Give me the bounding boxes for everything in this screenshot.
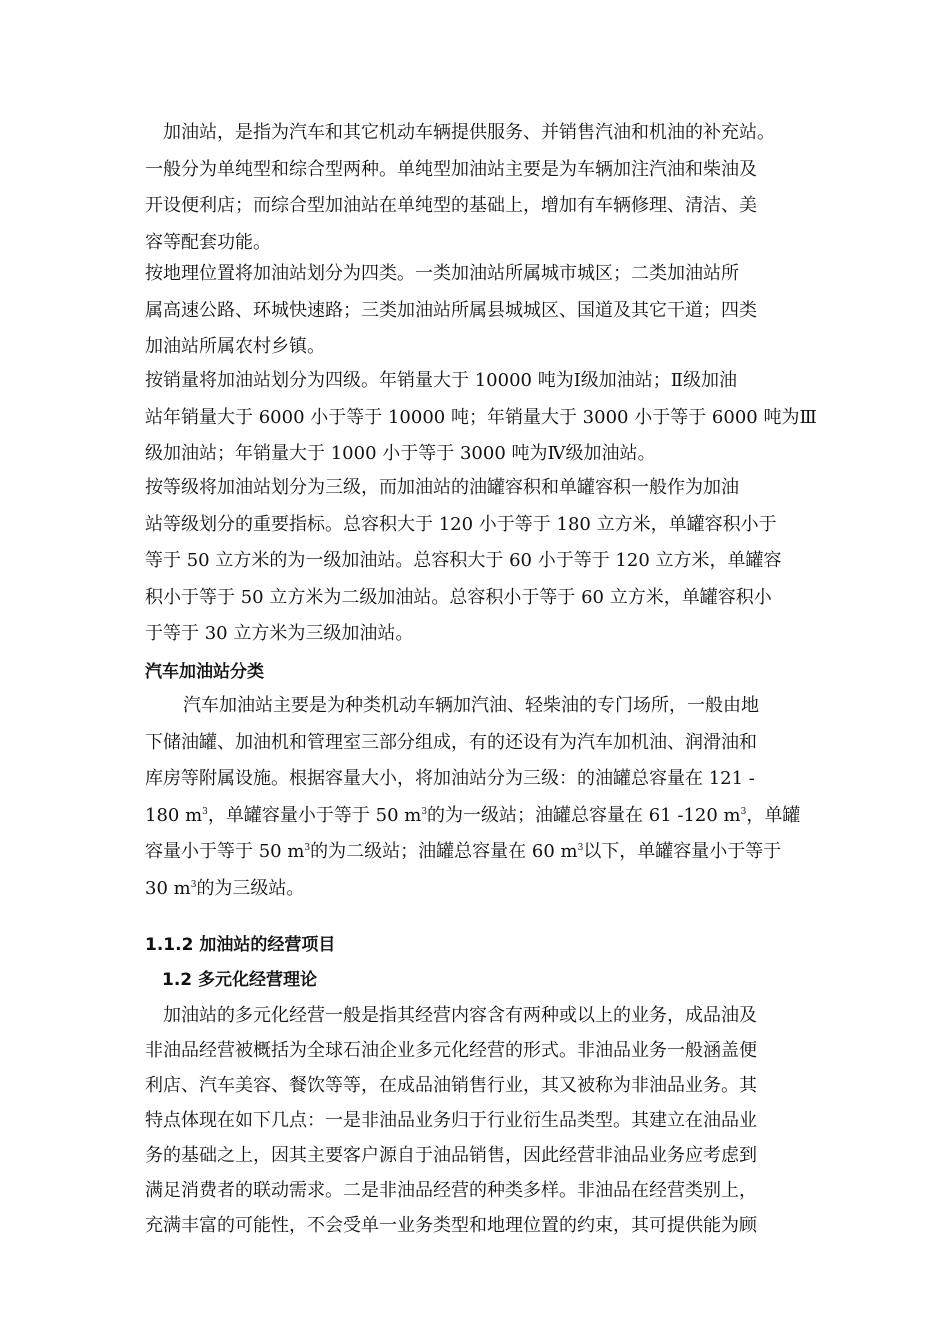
text-run: 的为三级站。	[196, 877, 305, 899]
paragraph-classification	[145, 688, 815, 907]
text-line: 按等级将加油站划分为三级，而加油站的油罐容积和单罐容积一般作为加油	[145, 477, 739, 498]
superscript: 3	[577, 843, 584, 853]
text-line: 非油品经营被概括为全球石油企业多元化经营的形式。非油品业务一般涵盖便	[145, 1040, 757, 1061]
text-run: 容量小于等于 50 m	[145, 841, 305, 862]
text-line: 开设便利店；而综合型加油站在单纯型的基础上，增加有车辆修理、清洁、美	[145, 195, 757, 216]
text-line: 于等于 30 立方米为三级加油站。	[145, 623, 414, 644]
text-line: 加油站的多元化经营一般是指其经营内容含有两种或以上的业务，成品油及	[163, 1005, 757, 1026]
heading-section: 1.1.2 加油站的经营项目	[145, 935, 336, 955]
text-run: ，单罐容量小于等于 50 m	[207, 804, 422, 826]
text-line: 按销量将加油站划分为四级。年销量大于 10000 吨为Ⅰ级加油站；Ⅱ级加油	[145, 370, 738, 391]
text-run: 的为二级站；油罐总容量在 60 m	[310, 841, 578, 862]
text-line: 级加油站；年销量大于 1000 小于等于 3000 吨为Ⅳ级加油站。	[145, 443, 656, 464]
superscript: 3	[190, 879, 197, 890]
text-run: ，单罐	[746, 804, 801, 826]
text-line: 容等配套功能。	[145, 231, 271, 253]
text-line: 充满丰富的可能性，不会受单一业务类型和地理位置的约束，其可提供能为顾	[145, 1215, 757, 1236]
text-line: 特点体现在如下几点：一是非油品业务归于行业衍生品类型。其建立在油品业	[145, 1110, 757, 1131]
text-run: 以下，单罐容量小于等于	[583, 841, 782, 862]
text-line: 下储油罐、加油机和管理室三部分组成，有的还设有为汽车加机油、润滑油和	[145, 731, 757, 753]
text-line: 积小于等于 50 立方米为二级加油站。总容积小于等于 60 立方米，单罐容积小	[145, 586, 772, 608]
text-line: 满足消费者的联动需求。二是非油品经营的种类多样。非油品在经营类别上，	[145, 1180, 757, 1201]
text-line	[145, 871, 815, 908]
text-line: 汽车加油站主要是为种类机动车辆加汽油、轻柴油的专门场所，一般由地	[183, 695, 759, 716]
text-line: 加油站，是指为汽车和其它机动车辆提供服务、并销售汽油和机油的补充站。	[145, 122, 775, 143]
text-line	[145, 798, 815, 835]
text-line: 站等级划分的重要指标。总容积大于 120 小于等于 180 立方米，单罐容积小于	[145, 513, 777, 535]
text-line: 利店、汽车美容、餐饮等等，在成品油销售行业，其又被称为非油品业务。其	[145, 1075, 757, 1096]
text-run: 180 m	[145, 804, 203, 826]
text-line	[145, 834, 815, 871]
text-line: 加油站所属农村乡镇。	[145, 336, 325, 357]
text-line: 务的基础之上，因其主要客户源自于油品销售，因此经营非油品业务应考虑到	[145, 1145, 757, 1166]
text-run: 30 m	[145, 877, 191, 899]
superscript: 3	[304, 843, 311, 853]
paragraph-sales-grades	[145, 363, 815, 473]
paragraph-location-classes	[145, 256, 815, 366]
superscript: 3	[740, 806, 747, 817]
heading-classification: 汽车加油站分类	[145, 662, 264, 682]
text-line: 一般分为单纯型和综合型两种。单纯型加油站主要是为车辆加注汽油和柴油及	[145, 158, 757, 180]
text-line: 按地理位置将加油站划分为四类。一类加油站所属城市城区；二类加油站所	[145, 263, 739, 284]
paragraph-tank-grades	[145, 470, 815, 653]
text-run: 的为一级站；油罐总容量在 61 -120 m	[427, 804, 741, 826]
text-line: 等于 50 立方米的为一级加油站。总容积大于 60 小于等于 120 立方米，单罐容	[145, 550, 782, 571]
paragraph-definition	[145, 115, 815, 261]
text-line: 站年销量大于 6000 小于等于 10000 吨；年销量大于 3000 小于等于 6000 吨为Ⅲ	[145, 406, 817, 428]
paragraph-diversification	[145, 998, 815, 1243]
superscript: 3	[421, 806, 428, 817]
heading-subsection: 1.2 多元化经营理论	[162, 970, 318, 990]
text-line: 属高速公路、环城快速路；三类加油站所属县城城区、国道及其它干道；四类	[145, 299, 757, 321]
text-line: 库房等附属设施。根据容量大小，将加油站分为三级：的油罐总容量在 121 -	[145, 768, 755, 789]
superscript: 3	[202, 806, 208, 817]
